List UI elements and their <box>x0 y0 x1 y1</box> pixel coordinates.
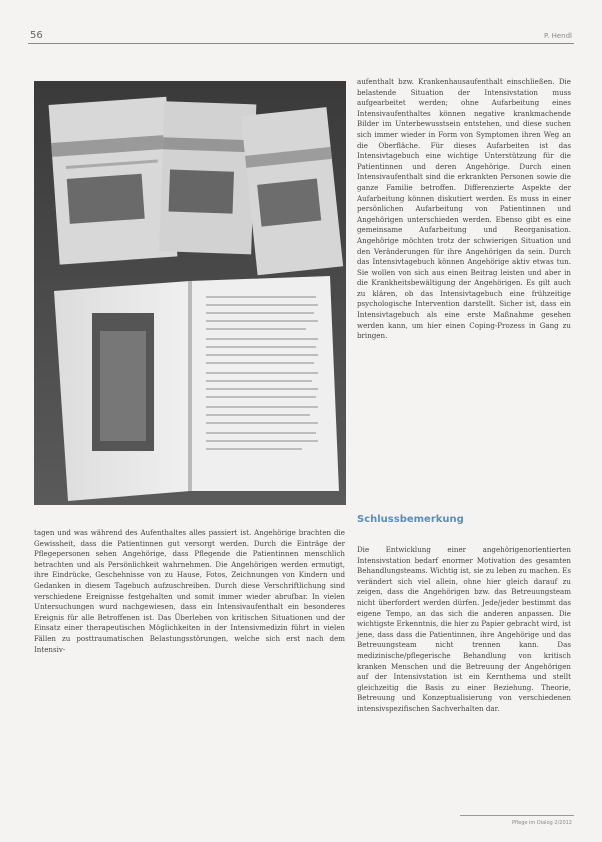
footer-journal: Pflege im Dialog 2/2012 <box>511 820 572 826</box>
running-head: P. Hendl <box>544 32 572 40</box>
page-number: 56 <box>30 30 43 41</box>
paragraph: tagen und was während des Aufenthaltes alles passiert ist. Angehörige brachten die Gewissheit, dass die Patientinnen gut versorgt werden. Durch die Einträge der Pflegepersonen sehen Angehörige, dass Pflegende die Patientinnen menschlich betrachten und als Persönlichkeit wahrnehmen. Die Angehörigen werden ermutigt, ihre Eindrücke, Geschehnisse von zu Hause, Fotos, Zeichnungen von Kindern und Gedanken in diesem Tagebuch aufzuschreiben. Durch diese Verschriftlichung sind verschiedene Ereignisse festgehalten und somit immer wieder abrufbar. In vielen Untersuchungen wurd nachgewiesen, dass ein Intensivaufenthalt ein besonderes Ereignis für alle Betroffenen ist. Das Überleben von kritischen Situationen und der Einsatz einer therapeutischen Möglichkeiten in der Intensivmedizin führt in vielen Fällen zu posttraumatischen Belastungsstörungen, welche sich erst nach dem Intensiv- <box>34 528 345 654</box>
paragraph: aufenthalt bzw. Krankenhausaufenthalt einschließen. Die belastende Situation der Intensivstation muss aufgearbeitet werden; ohne Aufarbeitung eines Intensivaufenthaltes können negative krankmachende Bilder im Unterbewusstsein entstehen, und diese suchen sich immer wieder in Form von Symptomen ihren Weg an die Oberfläche. Für dieses Aufarbeiten ist das Intensivtagebuch eine wichtige Unterstützung für die Patientinnen und deren Angehörige. Durch einen Intensivaufenthalt sind die erkrankten Personen sowie die ganze Familie betroffen. Differenzierte Aspekte der Aufarbeitung können diskutiert werden. Es muss in einer persönlichen Aufarbeitung von Patientinnen und Angehörigen unterschieden werden. Ebenso gibt es eine gemeinsame Aufarbeitung und Reorganisation. Angehörige möchten trotz der schwierigen Situation und den Veränderungen für ihre Angehörigen da sein. Durch das Intensivtagebuch können Angehörige aktiv etwas tun. Sie wollen von sich aus einen Beitrag leisten und aber in die Krankheitsbewältigung der Angehörigen. Es gilt auch zu klären, ob das Intensivtagebuch eine frühzeitige psychologische Intervention darstellt. Sicher ist, dass ein Intensivtagebuch als eine erste Maßnahme gesehen werden kann, um hier einen Coping-Prozess in Gang zu bringen. <box>357 77 571 341</box>
body-text-right-bottom <box>357 545 571 715</box>
photo-illustration <box>34 81 346 505</box>
body-text-left-bottom <box>34 528 345 655</box>
paragraph: Die Entwicklung einer angehörigenorientierten Intensivstation bedarf enormer Motivation des gesamten Behandlungsteams. Wichtig ist, sie zu leben zu machen. Es verändert sich viel allein, ohne hier gleich darauf zu zeigen, dass die Angehörigen bzw. das Betreuungsteam nicht überfordert werden dürfen. Jede/jeder bestimmt das eigene Tempo, an das sich die anderen anpassen. Die wichtigste Erkenntnis, die hier zu Papier gebracht wird, ist jene, dass dass die Patientinnen, ihre Angehörige und das Betreuungsteam nicht trennen kann. Das medizinische/pflegerische Behandlung von kritisch kranken Menschen und die Betreuung der Angehörigen auf der Intensivstation ist ein Kernthema und stellt gleichzeitig die Basis zu einer Beziehung. Theorie, Betreuung und Konzeptualisierung von verschiedenen intensivspezifischen Sachverhalten dar. <box>357 545 571 713</box>
section-heading: Schlussbemerkung <box>357 514 464 525</box>
header-divider <box>28 43 574 44</box>
body-text-right-top <box>357 77 571 342</box>
footer-divider <box>460 815 574 816</box>
diary-photo <box>34 81 346 505</box>
